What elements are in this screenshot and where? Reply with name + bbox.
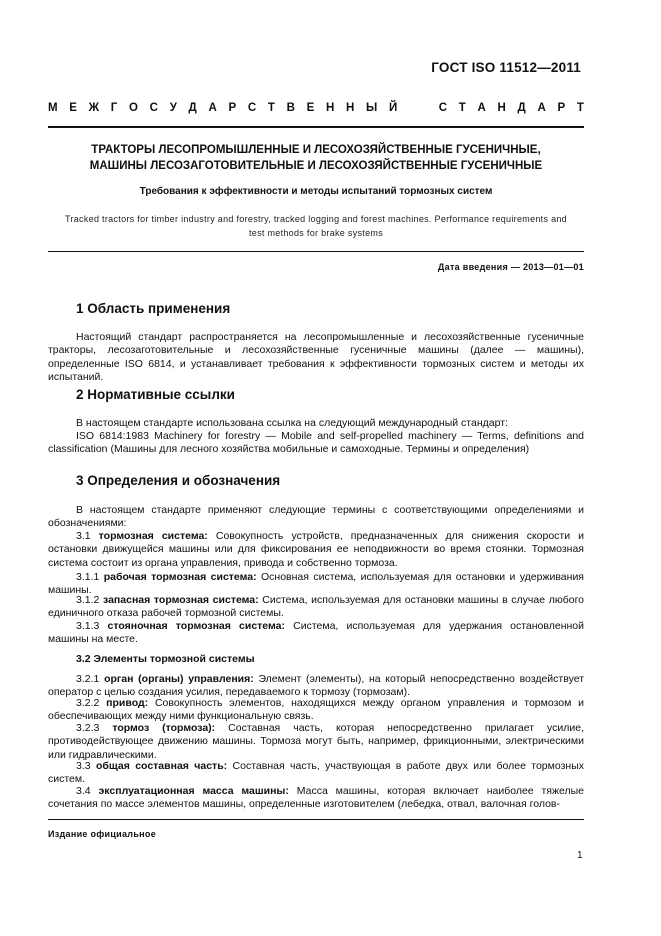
section-2-heading: 2 Нормативные ссылки: [76, 387, 235, 402]
definition-3-3: [48, 760, 584, 787]
banner-letter: С: [438, 102, 448, 114]
banner-letter: Е: [306, 102, 315, 114]
english-title: [48, 212, 584, 240]
banner-letter: Д: [517, 102, 526, 114]
document-subtitle: Требования к эффективности и методы испытаний тормозных систем: [139, 186, 493, 197]
definition-text: Совокупность устройств, предназначенных для снижения скорости и остановки движущейся машины или для фиксирования ее неподвижности во время стоянки. Тормозная система состоит из органа управления, привода и собственно тормоза.: [48, 530, 585, 569]
header-rule: [48, 126, 584, 128]
banner-letter: Р: [557, 102, 566, 114]
document-title: [48, 142, 584, 174]
title-rule: [48, 251, 584, 252]
banner-letter: У: [169, 102, 177, 114]
banner-letter: Р: [228, 102, 237, 114]
definition-text: Элемент (элементы), на который непосредственно воздействует оператор с целью создания усилия, передаваемого к тормозу (тормозам).: [48, 673, 585, 699]
banner-letter: Н: [497, 102, 506, 114]
section-2-text-2: ISO 6814:1983 Machinery for forestry — Mobile and self-propelled machinery — Terms, definitions and classification (Машины для лесного хозяйства мобильные и самоходные. Термины и определения): [48, 430, 584, 456]
definition-term: стояночная тормозная система:: [107, 620, 285, 632]
banner-letter: С: [247, 102, 257, 114]
banner-letter: А: [208, 102, 217, 114]
banner-letter: В: [286, 102, 295, 114]
definition-number: 3.1.2: [76, 594, 100, 606]
title-line-1: ТРАКТОРЫ ЛЕСОПРОМЫШЛЕННЫЕ И ЛЕСОХОЗЯЙСТВЕННЫЕ ГУСЕНИЧНЫЕ,: [91, 144, 541, 156]
banner-letter: Е: [69, 102, 77, 114]
definition-3-2-1: [48, 673, 584, 700]
section-1-heading: 1 Область применения: [76, 301, 231, 316]
section-3-heading: 3 Определения и обозначения: [76, 473, 281, 488]
banner-letter: А: [477, 102, 486, 114]
title-line-2: МАШИНЫ ЛЕСОЗАГОТОВИТЕЛЬНЫЕ И ЛЕСОХОЗЯЙСТВЕННЫЕ ГУСЕНИЧНЫЕ: [89, 160, 543, 172]
definition-text: Система, используемая для удержания остановленной машины на месте.: [48, 620, 585, 646]
definition-text: Совокупность элементов, находящихся между органом управления и тормозом и обеспечивающих между ними функциональную связь.: [48, 697, 585, 723]
definition-term: орган (органы) управления:: [104, 673, 254, 685]
standard-banner: [48, 102, 584, 114]
footer-rule: [48, 819, 584, 820]
banner-letter: Ж: [88, 102, 100, 114]
subsection-3-2-heading: 3.2 Элементы тормозной системы: [76, 653, 255, 665]
definition-text: Составная часть, участвующая в работе двух или более тормозных систем.: [48, 760, 584, 786]
definition-3-1: [48, 530, 584, 570]
definition-text: Основная система, используемая для остановки и удерживания машины.: [48, 571, 584, 597]
banner-letter: [409, 102, 412, 114]
banner-letter: Т: [267, 102, 275, 114]
definition-text: Составная часть, которая непосредственно прилагает усилие, противодействующее движению машины. Тормоза могут быть, например, фрикционными, электрическими или гидравлическими.: [48, 722, 584, 761]
banner-letter: Т: [576, 102, 584, 114]
definition-3-2-2: [48, 697, 584, 724]
definition-3-4: [48, 785, 584, 812]
document-code: ГОСТ ISO 11512—2011: [431, 60, 581, 75]
definition-3-2-3: [48, 722, 584, 762]
definition-number: 3.3: [76, 760, 91, 772]
banner-letter: Н: [346, 102, 355, 114]
english-title-line-1: Tracked tractors for timber industry and forestry, tracked logging and forest machines. Performance requirements and: [64, 214, 567, 224]
page-number: 1: [577, 850, 583, 861]
banner-letter: О: [129, 102, 138, 114]
definition-text: Система, используемая для остановки машины в случае любого единичного отказа рабочей тормозной системы.: [48, 594, 585, 620]
section-2-text-1: В настоящем стандарте использована ссылка на следующий международный стандарт:: [76, 417, 508, 429]
definition-3-1-3: [48, 620, 584, 647]
definition-3-1-2: [48, 594, 584, 621]
definition-number: 3.2.3: [76, 722, 100, 734]
definition-term: тормоз (тормоза):: [112, 722, 216, 734]
banner-letter: Й: [388, 102, 398, 114]
definition-term: тормозная система:: [98, 530, 208, 542]
introduction-date: Дата введения — 2013—01—01: [437, 262, 584, 272]
section-1-text: Настоящий стандарт распространяется на лесопромышленные и лесохозяйственные гусеничные тракторы, лесозаготовительные и лесохозяйственные гусеничные машины (далее — машины), определенные ISO 6814, и устанавливает требования к эффективности тормозных систем и методы их испытаний.: [48, 331, 584, 384]
banner-letter: Д: [188, 102, 197, 114]
banner-letter: Г: [110, 102, 118, 114]
banner-letter: М: [48, 102, 58, 114]
definition-number: 3.4: [76, 785, 91, 797]
banner-letter: Т: [458, 102, 466, 114]
english-title-line-2: test methods for brake systems: [248, 228, 384, 238]
banner-letter: А: [537, 102, 546, 114]
banner-letter: Н: [325, 102, 335, 114]
definition-number: 3.1.1: [76, 571, 100, 583]
definition-number: 3.1: [76, 530, 91, 542]
section-3-intro: В настоящем стандарте применяют следующие термины с соответствующими определениями и обозначениями:: [48, 504, 584, 530]
definition-number: 3.1.3: [76, 620, 100, 632]
definition-term: привод:: [106, 697, 149, 709]
definition-term: рабочая тормозная система:: [103, 571, 257, 583]
definition-text: Масса машины, которая включает наиболее тяжелые сочетания по массе элементов машины, определенные изготовителем (лебедка, отвал, валочная голов-: [48, 785, 584, 811]
definition-term: запасная тормозная система:: [103, 594, 259, 606]
official-edition-label: Издание официальное: [48, 829, 157, 839]
definition-term: общая составная часть:: [95, 760, 228, 772]
banner-letter: [424, 102, 427, 114]
definition-term: эксплуатационная масса машины:: [98, 785, 289, 797]
definition-number: 3.2.1: [76, 673, 100, 685]
definition-number: 3.2.2: [76, 697, 100, 709]
banner-letter: Ы: [366, 102, 378, 114]
banner-letter: С: [149, 102, 158, 114]
